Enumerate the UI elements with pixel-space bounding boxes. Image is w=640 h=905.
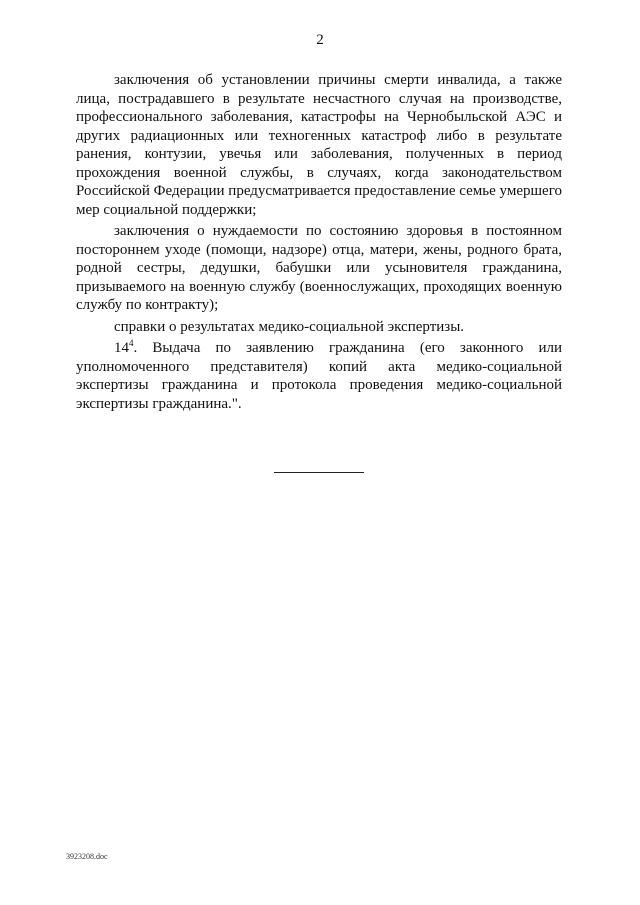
document-body	[76, 71, 562, 413]
item-number-main: 14	[114, 340, 129, 356]
item-text: . Выдача по заявлению гражданина (его законного или уполномоченного представителя) копий акта медико-социальной экспертизы гражданина и протокола проведения медико-социальной экспертизы гражданина.".	[76, 340, 562, 412]
paragraph-care-need-conclusions: заключения о нуждаемости по состоянию здоровья в постоянном постороннем уходе (помощи, надзоре) отца, матери, жены, родного брата, родной сестры, дедушки, бабушки или усыновителя гражданина, призываемого на военную службу (военнослужащих, проходящих военную службу по контракту);	[76, 223, 562, 313]
document-file-code: 3923208.doc	[66, 852, 108, 861]
paragraph-examination-certificates: справки о результатах медико-социальной экспертизы.	[114, 318, 465, 335]
paragraph-death-cause-conclusions: заключения об установлении причины смерти инвалида, а также лица, пострадавшего в результате несчастного случая на производстве, профессионального заболевания, катастрофы на Чернобыльской АЭС и других радиационных или техногенных катастроф либо в результате ранения, контузии, увечья или заболевания, полученных в период прохождения военной службы, в случаях, когда законодательством Российской Федерации предусматривается предоставление семье умершего мер социальной поддержки;	[76, 72, 562, 218]
paragraph-item-14-4	[76, 339, 562, 413]
end-divider-line	[274, 472, 364, 473]
page-number: 2	[316, 32, 324, 48]
item-number	[114, 340, 134, 356]
item-number-superscript: 4	[129, 338, 134, 348]
